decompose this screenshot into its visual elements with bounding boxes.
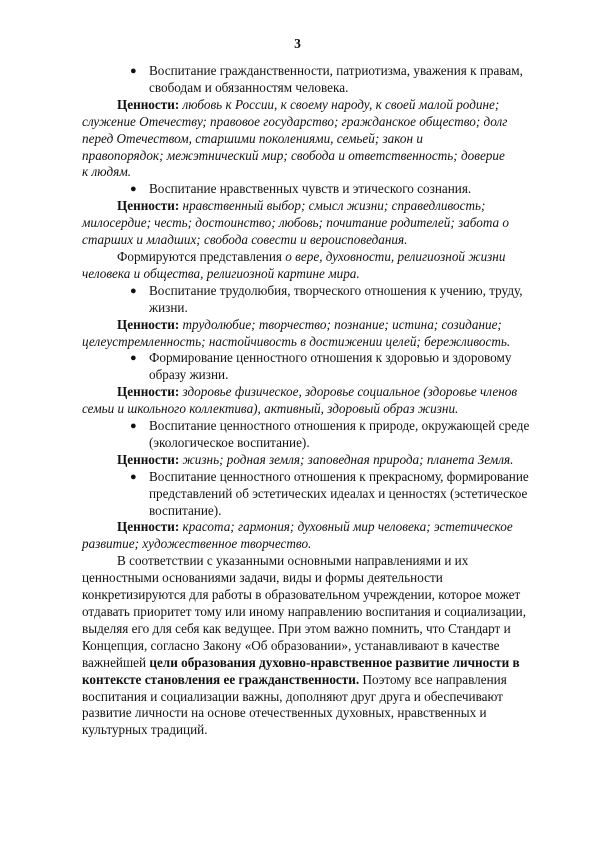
values-label: Ценности:	[117, 96, 180, 112]
paragraph-line: Концепция, согласно Закону «Об образовании», устанавливают в качестве	[82, 637, 500, 653]
values-text: правопорядок; межэтнический мир; свобода и ответственность; доверие	[82, 147, 505, 163]
values-text: к людям.	[82, 164, 132, 180]
values-label: Ценности:	[117, 198, 180, 214]
values-line	[117, 317, 553, 334]
bullet-line: Воспитание ценностного отношения к природе, окружающей среде	[149, 418, 530, 434]
values-text: служение Отечеству; правовое государство; гражданское общество; долг	[82, 113, 508, 129]
paragraph-line: отдавать приоритет тому или иному направлению воспитания и социализации,	[82, 604, 527, 619]
values-line	[82, 401, 553, 418]
plain-text: важнейшей	[82, 654, 150, 670]
paragraph-line: конкретизируются для работы в образовательном учреждении, которое может	[82, 587, 521, 603]
italic-line: человека и общества, религиозной картине мира.	[82, 265, 360, 281]
values-text: развитие; художественное творчество.	[82, 536, 312, 552]
values-paragraph	[82, 384, 553, 418]
values-text: нравственный выбор; смысл жизни; справедливость;	[179, 198, 486, 214]
values-line	[117, 384, 553, 401]
paragraph-line	[82, 655, 553, 672]
values-text: старших и младших; свобода совести и вероисповедания.	[82, 232, 408, 248]
values-line	[82, 232, 553, 249]
italic-text: о вере, духовности, религиозной жизни	[285, 248, 506, 264]
values-line	[117, 198, 553, 215]
bold-text: контексте становления ее гражданственности.	[82, 671, 360, 687]
bullet-icon: ●	[130, 470, 137, 483]
plain-text: Поэтому все направления	[359, 671, 507, 687]
values-text: красота; гармония; духовный мир человека; эстетическое	[179, 519, 513, 535]
bullet-line: воспитание).	[149, 502, 222, 518]
values-line	[117, 519, 553, 536]
bullet-item	[117, 350, 553, 384]
bullet-icon: ●	[130, 183, 137, 196]
values-text: любовь к России, к своему народу, к своей малой родине;	[179, 96, 500, 112]
bullet-item	[117, 283, 553, 317]
paragraph-line: ценностными основаниями задачи, виды и формы деятельности	[82, 570, 443, 586]
values-line	[82, 114, 553, 131]
values-paragraph	[117, 452, 553, 469]
values-line	[82, 215, 553, 232]
values-text: трудолюбие; творчество; познание; истина; созидание;	[179, 316, 502, 332]
bullet-line: Воспитание гражданственности, патриотизма, уважения к правам,	[149, 63, 523, 78]
values-line	[82, 131, 553, 148]
values-paragraph	[82, 316, 553, 351]
values-paragraph	[82, 198, 553, 249]
values-text: жизнь; родная земля; заповедная природа; планета Земля.	[179, 451, 514, 467]
document-body	[82, 63, 553, 739]
values-line	[82, 148, 553, 165]
paragraph-line: развитие личности на основе отечественных духовных, нравственных и	[82, 705, 487, 721]
values-text: семьи и школьного коллектива), активный, здоровый образ жизни.	[82, 401, 459, 417]
values-label: Ценности:	[117, 316, 180, 332]
values-paragraph	[82, 519, 553, 553]
bullet-line: свободам и обязанностям человека.	[149, 79, 349, 95]
bullet-icon: ●	[130, 420, 137, 433]
bullet-line: образу жизни.	[149, 367, 229, 383]
values-line	[117, 97, 553, 114]
paragraph-line: В соответствии с указанными основными направлениями и их	[117, 553, 469, 569]
bullet-item	[117, 181, 553, 198]
conclusion-paragraph	[82, 553, 553, 739]
paragraph-line: воспитания и социализации важны, дополняют друг друга и обеспечивают	[82, 688, 503, 704]
values-paragraph	[82, 96, 553, 182]
bullet-line: Воспитание ценностного отношения к прекрасному, формирование	[149, 468, 529, 484]
bold-text: цели образования духовно-нравственное развитие личности в	[149, 654, 520, 670]
bullet-line: представлений об эстетических идеалах и ценностях (эстетическое	[149, 485, 528, 501]
bullet-icon: ●	[130, 284, 137, 297]
paragraph-line	[117, 249, 553, 266]
paragraph-line: культурных традиций.	[82, 722, 208, 738]
bullet-line: (экологическое воспитание).	[149, 434, 310, 450]
values-label: Ценности:	[117, 384, 180, 400]
values-label: Ценности:	[117, 451, 180, 467]
page-number: 3	[294, 36, 301, 51]
bullet-item	[117, 469, 553, 520]
bullet-line: Формирование ценностного отношения к здоровью и здоровому	[149, 350, 512, 366]
values-text: целеустремленность; настойчивость в достижении целей; бережливость.	[82, 333, 511, 349]
paragraph-line: выделяя его для себя как ведущее. При этом важно помнить, что Стандарт и	[82, 620, 511, 636]
bullet-icon: ●	[130, 65, 137, 77]
bullet-item	[117, 63, 553, 97]
values-label: Ценности:	[117, 519, 180, 535]
values-text: перед Отечеством, старшими поколениями, семьей; закон и	[82, 130, 423, 146]
values-line	[82, 536, 553, 553]
values-line	[82, 164, 553, 181]
bullet-line: Воспитание трудолюбия, творческого отношения к учению, труду,	[149, 282, 523, 298]
values-line	[117, 452, 553, 469]
bullet-line: Воспитание нравственных чувств и этического сознания.	[149, 181, 472, 197]
paragraph-line	[82, 672, 553, 689]
values-text: милосердие; честь; достоинство; любовь; почитание родителей; забота о	[82, 215, 510, 231]
values-line	[82, 334, 553, 351]
values-text: здоровье физическое, здоровье социальное (здоровье членов	[179, 384, 518, 400]
representation-paragraph	[82, 248, 553, 283]
bullet-icon: ●	[130, 352, 137, 365]
plain-text: Формируются представления	[117, 248, 286, 264]
bullet-item	[117, 418, 553, 452]
bullet-line: жизни.	[149, 299, 188, 315]
